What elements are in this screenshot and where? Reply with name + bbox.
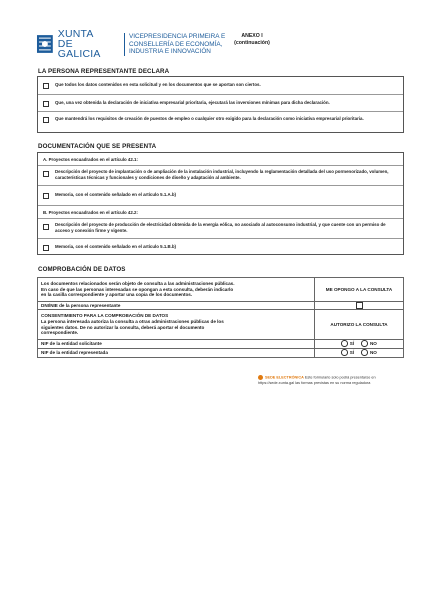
sede-footer <box>258 375 408 386</box>
document-checkbox[interactable] <box>43 193 49 199</box>
declaration-row <box>38 111 403 134</box>
subheading-row <box>38 153 403 165</box>
annex-title: ANEXO I <box>241 33 263 39</box>
document-text: Descripción del proyecto de implantación o de ampliación de la instalación industrial, incluyendo la reglamentación detallada del uso pormenorizado, volumen, características técnicas y funcionales y condiciones de diseño y adaptación al ambiente. <box>55 169 389 180</box>
yes-radio[interactable] <box>341 340 348 347</box>
no-radio[interactable] <box>361 340 368 347</box>
declaration-text: Que, una vez obtenida la declaración de iniciativa empresarial prioritaria, ejecutará las inversiones mínimas para dicha declaración. <box>55 100 330 105</box>
document-text: Memoria, con el contenido señalado en el artículo 5.1.A.b) <box>55 192 177 197</box>
declaration-text: Que todos los datos contenidos en esta solicitud y en los documentos que se aportan son ciertos. <box>55 82 261 87</box>
document-row <box>38 238 403 256</box>
department-line-3: INDUSTRIA E INNOVACIÓN <box>129 48 211 56</box>
consent-line: siguientes datos. De no autorizar la consulta, deberá aportar el documento <box>41 324 205 330</box>
document-row <box>38 185 403 205</box>
section-title-persona: LA PERSONA REPRESENTANTE DECLARA <box>38 68 170 75</box>
declaration-row <box>38 94 403 111</box>
consult-intro <box>38 278 315 302</box>
documentacion-box <box>37 152 404 255</box>
declaration-checkbox[interactable] <box>43 83 49 89</box>
subheading-b: B. Proyectos encuadrados en el artículo 42.2: <box>43 210 138 215</box>
annex-label <box>222 33 282 47</box>
annex-subtitle: (continuación) <box>234 40 270 46</box>
consent-title: CONSENTIMIENTO PARA LA COMPROBACIÓN DE DATOS <box>41 313 169 319</box>
no-option[interactable] <box>361 349 376 356</box>
consent-line: correspondiente. <box>41 330 79 336</box>
authorize-options <box>315 340 404 349</box>
declaration-row <box>38 77 403 94</box>
no-label: NO <box>369 349 377 355</box>
footer-text-1: Este formulario solo podrá presentarse en <box>304 375 376 380</box>
document-checkbox[interactable] <box>43 224 49 230</box>
persona-box <box>37 76 404 133</box>
document-text: Descripción del proyecto de producción de electricidad obtenida de la energía eólica, no asociado al autoconsumo industrial, y que cuente con un permiso de acceso y conexión firme y vigente. <box>55 222 386 233</box>
oppose-header: ME OPONGO A LA CONSULTA <box>315 278 404 302</box>
yes-label: SÍ <box>349 340 355 346</box>
document-checkbox[interactable] <box>43 245 49 251</box>
logo-line-2: DE GALICIA <box>57 38 101 60</box>
yes-radio[interactable] <box>341 349 348 356</box>
department-line-1: VICEPRESIDENCIA PRIMEIRA E <box>129 33 226 40</box>
no-option[interactable] <box>361 340 376 347</box>
consult-intro-line: Los documentos relacionados serán objeto de consulta a las administraciones públicas. <box>41 281 235 287</box>
yes-option[interactable] <box>341 340 354 347</box>
sede-url-link[interactable]: https://sede.xunta.gal <box>258 380 295 385</box>
dni-label: DNI/NIE de la persona representante <box>38 302 315 310</box>
document-row <box>38 165 403 185</box>
oppose-cell <box>315 302 404 310</box>
xunta-logo <box>36 28 118 60</box>
section-title-comprobacion: COMPROBACIÓN DE DATOS <box>38 266 126 273</box>
authorize-header: AUTORIZO LA CONSULTA <box>315 310 404 340</box>
declaration-checkbox[interactable] <box>43 117 49 123</box>
declaration-checkbox[interactable] <box>43 101 49 107</box>
department-name <box>124 33 229 56</box>
nif-solicitante-label: NIF de la entidad solicitante <box>38 340 315 349</box>
yes-label: SÍ <box>349 349 355 355</box>
logo-line-1: XUNTA <box>57 28 94 40</box>
nif-representada-label: NIF de la entidad representada <box>38 349 315 358</box>
subheading-a: A. Proyectos encuadrados en el artículo 42.1: <box>43 157 138 162</box>
comprobacion-table <box>37 277 404 358</box>
no-label: NO <box>369 340 377 346</box>
xunta-emblem-icon <box>36 34 54 54</box>
consent-line: La persona interesada autoriza la consulta a otras administraciones públicas de los <box>41 318 224 324</box>
footer-text-2: las formas previstas en su norma reguladora <box>295 380 371 385</box>
declaration-text: Que mantendrá los requisitos de creación de puestos de empleo o cualquier otro exigido para la declaración como iniciativa empresarial prioritaria. <box>55 116 364 121</box>
department-line-2: CONSELLERÍA DE ECONOMÍA, <box>129 40 223 48</box>
consent-block <box>38 310 315 340</box>
subheading-row <box>38 205 403 218</box>
oppose-checkbox[interactable] <box>356 302 363 309</box>
sede-label[interactable]: SEDE ELECTRÓNICA <box>265 375 304 380</box>
consult-intro-line: en la casilla correspondiente y aportar una copia de los documentos. <box>41 292 193 298</box>
sede-icon <box>258 375 263 380</box>
section-title-documentacion: DOCUMENTACIÓN QUE SE PRESENTA <box>38 143 157 150</box>
document-checkbox[interactable] <box>43 171 49 177</box>
document-text: Memoria, con el contenido señalado en el artículo 5.1.B.b) <box>55 244 177 249</box>
authorize-options <box>315 349 404 358</box>
consult-intro-line: En caso de que las personas interesadas se opongan a esta consulta, deberán indicarlo <box>41 286 234 292</box>
document-row <box>38 218 403 238</box>
no-radio[interactable] <box>361 349 368 356</box>
yes-option[interactable] <box>341 349 354 356</box>
